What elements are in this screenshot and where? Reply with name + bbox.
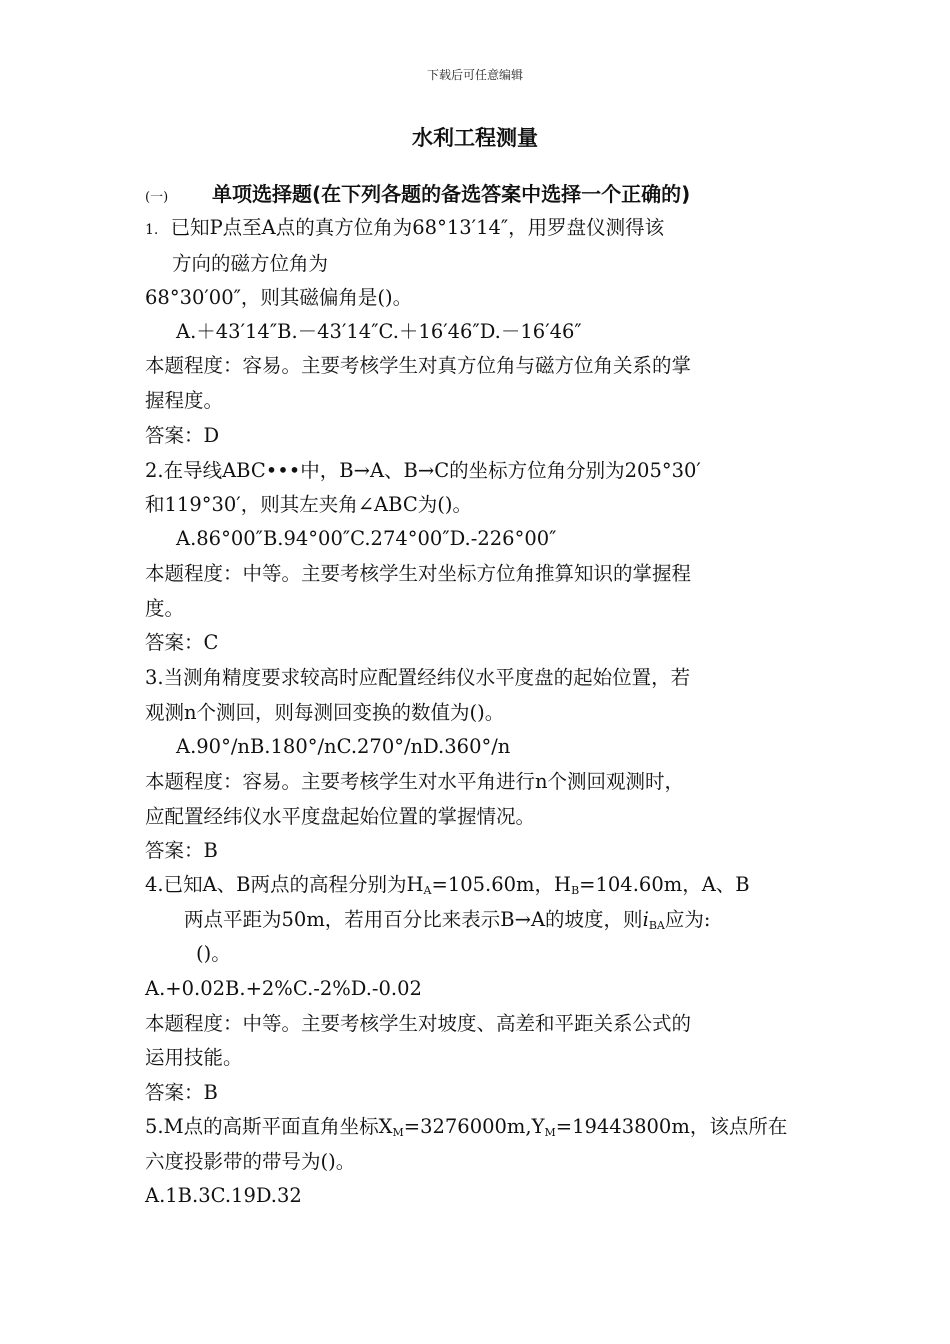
question-4-line-3: ()。 [196, 942, 231, 965]
question-5-line-2: 六度投影带的带号为()。 [145, 1150, 356, 1173]
height-subscript-b: B [571, 884, 580, 897]
question-5-options: A.1B.3C.19D.32 [145, 1184, 302, 1207]
question-4-text-a: 4.已知A、B两点的高程分别为H [145, 873, 424, 896]
question-4-text-d: 两点平距为50m，若用百分比来表示B→A的坡度，则 [184, 908, 643, 931]
question-2-options: A.86°00″B.94°00″C.274°00″D.-226°00″ [176, 527, 557, 550]
question-4-text-e: 应为: [664, 908, 711, 931]
question-3-line-1: 3.当测角精度要求较高时应配置经纬仪水平度盘的起始位置，若 [145, 666, 691, 689]
y-subscript: M [544, 1126, 556, 1139]
question-4-line-1 [145, 873, 750, 903]
x-subscript: M [392, 1126, 404, 1139]
question-1-difficulty: 本题程度：容易。主要考核学生对真方位角与磁方位角关系的掌 [145, 354, 692, 377]
question-4-text-c: =104.60m，A、B [579, 873, 750, 896]
question-3-difficulty: 本题程度：容易。主要考核学生对水平角进行n个测回观测时， [145, 770, 685, 793]
question-2-difficulty: 本题程度：中等。主要考核学生对坐标方位角推算知识的掌握程 [145, 562, 692, 585]
question-3-difficulty-cont: 应配置经纬仪水平度盘起始位置的掌握情况。 [145, 805, 536, 828]
question-3-options: A.90°/nB.180°/nC.270°/nD.360°/n [176, 735, 511, 758]
question-1-answer: 答案：D [145, 424, 220, 447]
page-header: 下载后可任意编辑 [426, 68, 523, 82]
height-subscript-a: A [423, 884, 432, 897]
question-1-number: 1. [145, 222, 159, 238]
question-1-line-2: 方向的磁方位角为 [172, 252, 329, 275]
question-4-options: A.+0.02B.+2%C.-2%D.-0.02 [145, 977, 422, 1000]
question-1-difficulty-cont: 握程度。 [145, 389, 224, 412]
section-number: (一) [145, 190, 169, 205]
question-2-line-2: 和119°30′，则其左夹角∠ABC为()。 [145, 493, 472, 516]
question-4-text-b: =105.60m，H [431, 873, 572, 896]
question-1-text: 已知P点至A点的真方位角为68°13′14″，用罗盘仪测得该 [170, 216, 665, 239]
question-4-answer: 答案：B [145, 1081, 218, 1104]
question-2-answer: 答案：C [145, 631, 219, 654]
question-4-line-2 [184, 908, 710, 938]
question-1-options: A.＋43′14″B.－43′14″C.＋16′46″D.－16′46″ [176, 320, 582, 343]
question-1-line-1 [145, 216, 664, 242]
question-5-text-b: =3276000m,Y [403, 1115, 545, 1138]
question-3-answer: 答案：B [145, 839, 218, 862]
question-4-difficulty-cont: 运用技能。 [145, 1046, 243, 1069]
question-4-difficulty: 本题程度：中等。主要考核学生对坡度、高差和平距关系公式的 [145, 1012, 692, 1035]
question-5-text-a: 5.M点的高斯平面直角坐标X [145, 1115, 393, 1138]
question-5-text-c: =19443800m，该点所在 [555, 1115, 788, 1138]
document-title: 水利工程测量 [412, 126, 538, 150]
question-2-line-1: 2.在导线ABC•••中，B→A、B→C的坐标方位角分别为205°30′ [145, 459, 701, 482]
question-2-difficulty-cont: 度。 [145, 597, 185, 620]
section-title: 单项选择题(在下列各题的备选答案中选择一个正确的) [212, 182, 691, 206]
question-1-line-3: 68°30′00″，则其磁偏角是()。 [145, 286, 413, 309]
question-5-line-1 [145, 1115, 787, 1145]
question-3-line-2: 观测n个测回，则每测回变换的数值为()。 [145, 701, 505, 724]
slope-symbol: i [642, 908, 649, 931]
slope-subscript: BA [648, 919, 665, 932]
